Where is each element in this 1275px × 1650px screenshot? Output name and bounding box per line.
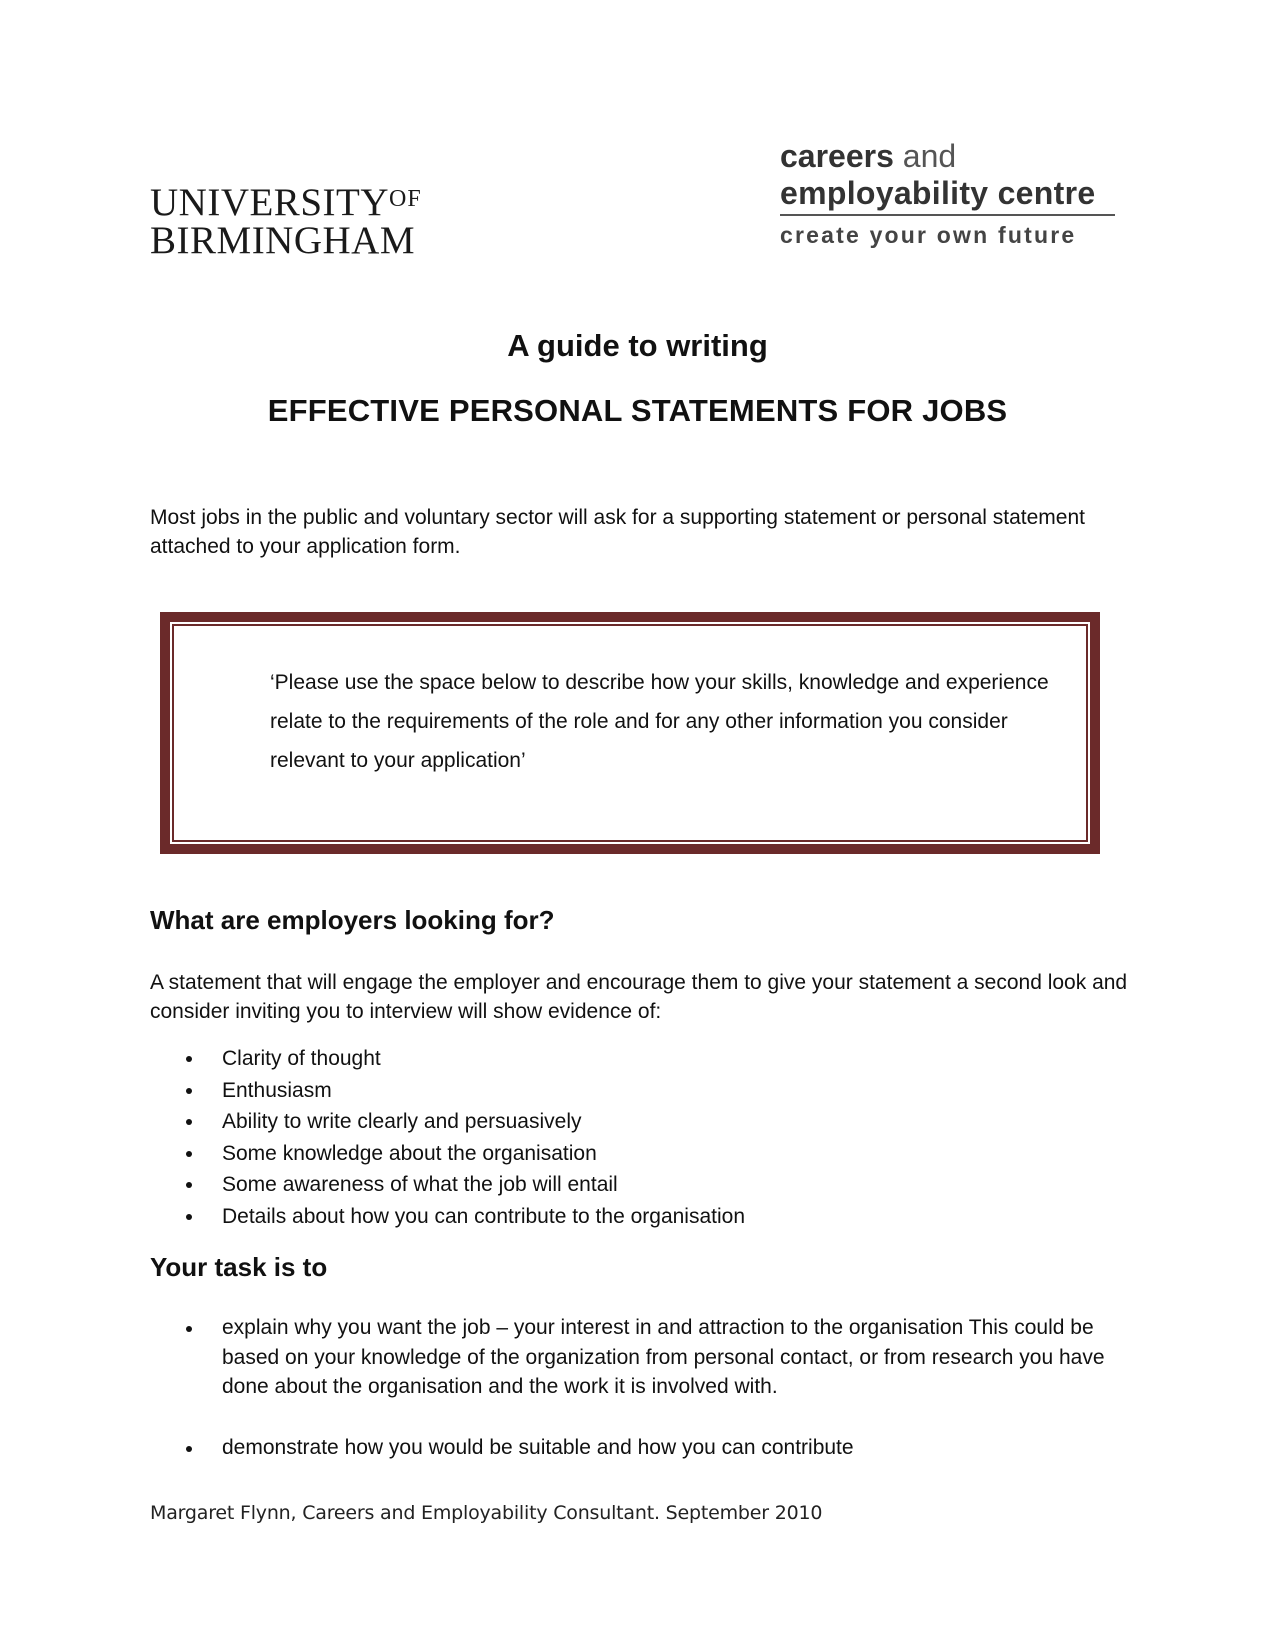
employers-heading: What are employers looking for? <box>150 905 555 935</box>
bullet-icon <box>186 1446 192 1452</box>
university-logo <box>150 180 422 260</box>
footer-credit: Margaret Flynn, Careers and Employability Consultant. September 2010 <box>150 1502 823 1524</box>
university-logo-of: OF <box>388 186 422 212</box>
quote-text: ‘Please use the space below to describe how your skills, knowledge and experience relate to the requirements of the role and for any other information you consider relevant to your application’ <box>270 671 1049 772</box>
careers-logo-word: careers <box>780 138 894 174</box>
intro-paragraph: Most jobs in the public and voluntary sector will ask for a supporting statement or personal statement attached to your application form. <box>150 506 1085 558</box>
bullet-icon <box>186 1088 192 1094</box>
careers-logo-and: and <box>893 138 957 174</box>
bullet-icon <box>186 1151 192 1157</box>
bullet-icon <box>186 1119 192 1125</box>
list-item: demonstrate how you would be suitable and how you can contribute <box>150 1433 1150 1463</box>
list-item: Enthusiasm <box>150 1075 1130 1107</box>
list-item: Clarity of thought <box>150 1043 1130 1075</box>
university-logo-line1: UNIVERSITY <box>150 181 389 224</box>
employers-paragraph: A statement that will engage the employer and encourage them to give your statement a second look and consider inviting you to interview will show evidence of: <box>150 971 1128 1023</box>
task-heading: Your task is to <box>150 1252 328 1282</box>
task-bullet-list <box>150 1313 1150 1462</box>
university-logo-line2: BIRMINGHAM <box>150 219 416 262</box>
list-item: Some knowledge about the organisation <box>150 1138 1130 1170</box>
bullet-icon <box>186 1056 192 1062</box>
list-item: Some awareness of what the job will entail <box>150 1169 1130 1201</box>
careers-logo-tagline: create your own future <box>780 222 1077 248</box>
page-subtitle: EFFECTIVE PERSONAL STATEMENTS FOR JOBS <box>267 393 1008 428</box>
list-item: Details about how you can contribute to the organisation <box>150 1201 1130 1233</box>
bullet-icon <box>186 1214 192 1220</box>
careers-logo-line2: employability centre <box>780 175 1096 211</box>
careers-logo-divider <box>780 214 1115 216</box>
bullet-icon <box>186 1326 192 1332</box>
list-item: Ability to write clearly and persuasively <box>150 1106 1130 1138</box>
list-item: explain why you want the job – your interest in and attraction to the organisation This could be based on your knowledge of the organization from personal contact, or from research you have done about the organisation and the work it is involved with. <box>150 1313 1150 1402</box>
bullet-icon <box>186 1182 192 1188</box>
employers-bullet-list <box>150 1043 1130 1232</box>
careers-centre-logo <box>780 138 1115 249</box>
page-title: A guide to writing <box>507 328 768 363</box>
